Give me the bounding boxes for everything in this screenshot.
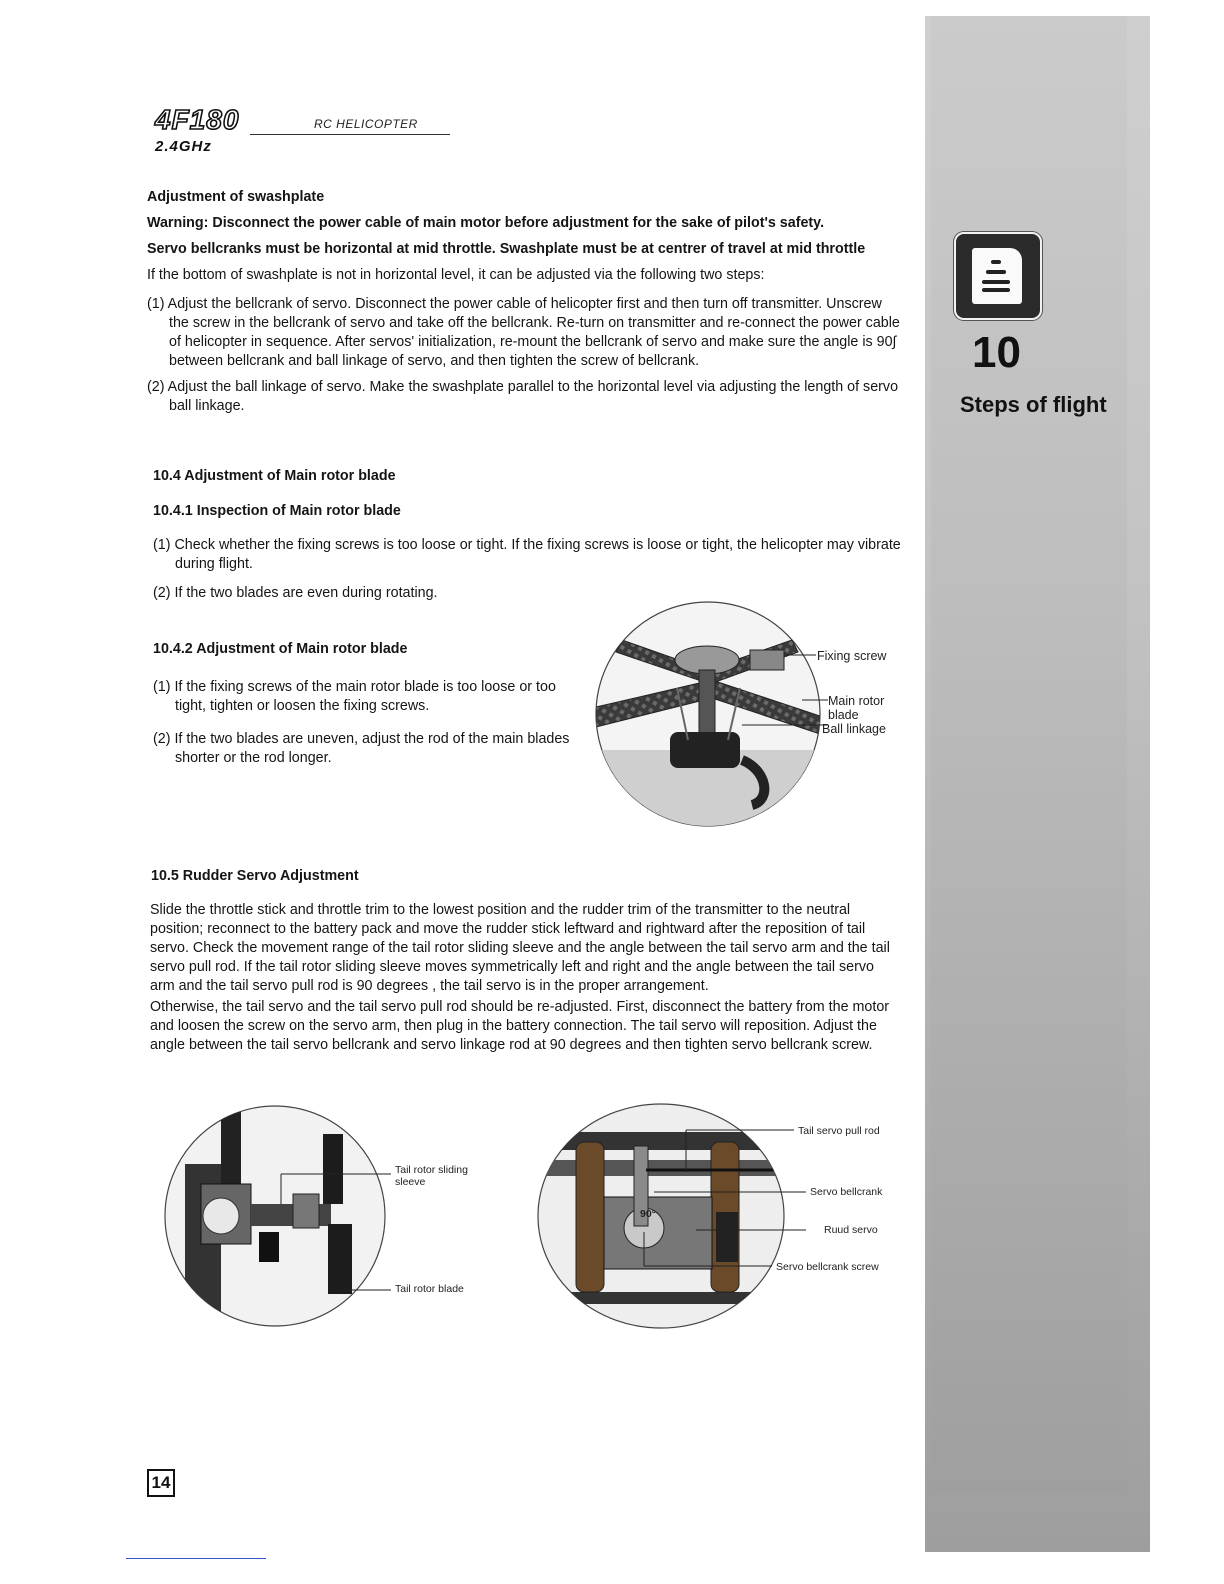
tail-rotor-blade-label: Tail rotor blade (395, 1283, 464, 1295)
angle-label: 90° (640, 1208, 656, 1220)
pull-rod-label: Tail servo pull rod (798, 1125, 880, 1137)
inspection-item-1: (1) Check whether the fixing screws is too loose or tight. If the fixing screws is loose or tight, the helicopter may vibrate during flight. (153, 537, 901, 572)
main-rotor-heading: 10.4 Adjustment of Main rotor blade (153, 468, 396, 484)
main-rotor-blade-label: Main rotor blade (828, 694, 885, 722)
product-logo: 4F180 (155, 104, 240, 135)
tail-servo-figure (536, 1102, 806, 1330)
inspection-item-2: (2) If the two blades are even during rotating. (153, 585, 438, 601)
ruud-servo-label: Ruud servo (824, 1224, 878, 1236)
sliding-sleeve-label: Tail rotor sliding sleeve (395, 1164, 468, 1188)
servo-rule: Servo bellcranks must be horizontal at mid throttle. Swashplate must be at centrer of travel at mid throttle (147, 241, 866, 257)
adjustment-item-1: (1) If the fixing screws of the main rotor blade is too loose or too tight, tighten or loosen the fixing screws. (153, 679, 556, 714)
swashplate-step-1: (1) Adjust the bellcrank of servo. Disconnect the power cable of helicopter first and then turn off transmitter. Unscrew the screw in the bellcrank of servo and take off the bellcrank. Re-turn on transmitter and re-connect the power cable of helicopter in sequence. After servos' initialization, re-mount the bellcrank of servo and make sure the angle is 90∫ between bellcrank and ball linkage of servo, and then tighten the screw of bellcrank. (147, 296, 900, 369)
ball-linkage-label: Ball linkage (822, 722, 886, 736)
rudder-heading: 10.5 Rudder Servo Adjustment (151, 868, 359, 884)
fixing-screw-label: Fixing screw (817, 649, 887, 663)
chapter-number: 10 (972, 328, 1021, 377)
document-icon (954, 232, 1042, 320)
tail-rotor-figure (163, 1104, 391, 1328)
inspection-heading: 10.4.1 Inspection of Main rotor blade (153, 503, 401, 519)
frequency-label: 2.4GHz (155, 138, 212, 155)
swashplate-heading: Adjustment of swashplate (147, 189, 325, 205)
swashplate-step-2: (2) Adjust the ball linkage of servo. Make the swashplate parallel to the horizontal level via adjusting the length of servo ball linkage. (147, 379, 899, 414)
adjustment-heading: 10.4.2 Adjustment of Main rotor blade (153, 641, 408, 657)
main-rotor-figure (592, 600, 832, 832)
header-label: RC HELICOPTER (314, 117, 418, 131)
swashplate-intro: If the bottom of swashplate is not in horizontal level, it can be adjusted via the following two steps: (147, 267, 765, 283)
rudder-paragraph-2: Otherwise, the tail servo and the tail servo pull rod should be re-adjusted. First, disconnect the battery from the motor and loosen the screw on the servo arm, then plug in the battery connection. The tail servo will reposition. Adjust the angle between the tail servo bellcrank and servo linkage rod at 90 degrees and then tighten servo bellcrank screw. (150, 999, 890, 1053)
footer-rule (126, 1558, 266, 1559)
bellcrank-screw-label: Servo bellcrank screw (776, 1261, 879, 1273)
chapter-title: Steps of flight (960, 392, 1107, 417)
safety-warning: Warning: Disconnect the power cable of main motor before adjustment for the sake of pilot's safety. (147, 215, 825, 231)
rudder-paragraph-1: Slide the throttle stick and throttle trim to the lowest position and the rudder trim of the transmitter to the neutral position; reconnect to the battery pack and move the rudder stick leftward and rightward after the reposition of tail servo. Check the movement range of the tail rotor sliding sleeve and the angle between the tail servo arm and the tail servo pull rod. If the tail rotor sliding sleeve moves symmetrically left and right and the angle between the tail servo arm and the tail servo pull rod is 90 degrees , the tail servo is in the proper arrangement. (150, 902, 890, 994)
adjustment-item-2: (2) If the two blades are uneven, adjust the rod of the main blades shorter or the rod longer. (153, 731, 570, 766)
servo-bellcrank-label: Servo bellcrank (810, 1186, 883, 1198)
page-number: 14 (147, 1469, 175, 1497)
header-rule (250, 134, 450, 135)
